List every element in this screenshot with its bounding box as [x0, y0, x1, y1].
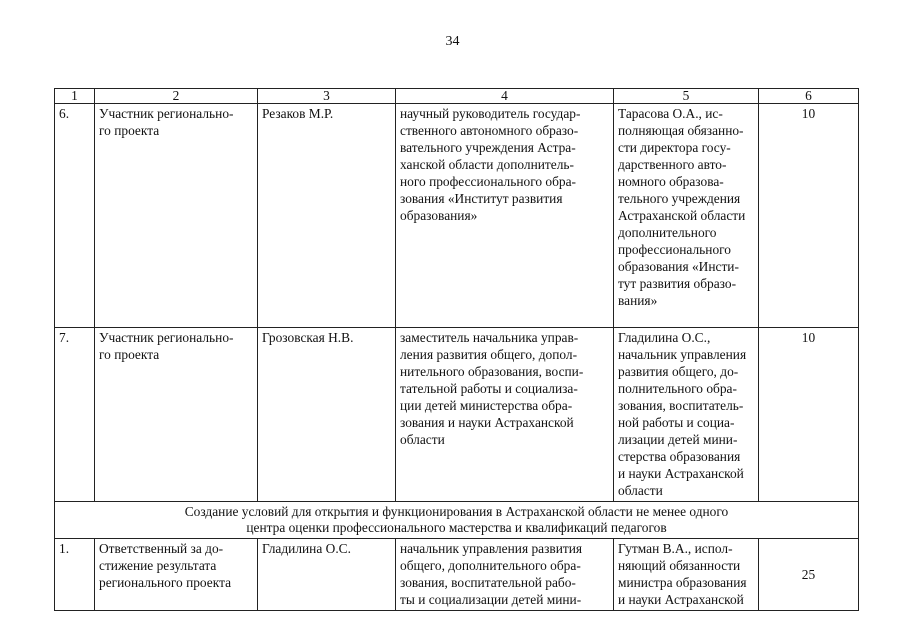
row-person-name: Грозовская Н.В.	[258, 328, 396, 502]
header-cell-3: 3	[258, 89, 396, 104]
table-header-row	[55, 89, 859, 104]
table-row	[55, 104, 859, 328]
row-number: 6.	[55, 104, 95, 328]
row-value: 25	[759, 539, 859, 611]
row-supervisor: Тарасова О.А., ис- полняющая обязанно- сти директора госу- дарственного авто- номного образова- тельного учреждения Астраханской области дополнительного профессионального образования «Инсти- тут развития образо- вания»	[614, 104, 759, 328]
section-header-row	[55, 502, 859, 539]
row-person-name: Гладилина О.С.	[258, 539, 396, 611]
row-position: заместитель начальника управ- ления развития общего, допол- нительного образования, воспи- тательной работы и социализа- ции детей министерства обра- зования и науки Астраханской области	[396, 328, 614, 502]
header-cell-4: 4	[396, 89, 614, 104]
row-value: 10	[759, 104, 859, 328]
table-row	[55, 328, 859, 502]
header-cell-5: 5	[614, 89, 759, 104]
header-cell-6: 6	[759, 89, 859, 104]
row-role: Участник регионально- го проекта	[95, 328, 258, 502]
section-title: Создание условий для открытия и функционирования в Астраханской области не менее одного центра оценки профессионального мастерства и квалификаций педагогов	[55, 502, 859, 539]
row-value: 10	[759, 328, 859, 502]
row-role: Ответственный за до- стижение результата регионального проекта	[95, 539, 258, 611]
header-cell-2: 2	[95, 89, 258, 104]
row-number: 1.	[55, 539, 95, 611]
row-person-name: Резаков М.Р.	[258, 104, 396, 328]
row-role: Участник регионально- го проекта	[95, 104, 258, 328]
header-cell-1: 1	[55, 89, 95, 104]
table-row	[55, 539, 859, 611]
row-number: 7.	[55, 328, 95, 502]
responsibility-table	[54, 88, 859, 611]
row-position: научный руководитель государ- ственного автономного образо- вательного учреждения Астра- ханской области дополнитель- ного профессионального обра- зования «Институт развития образования»	[396, 104, 614, 328]
row-supervisor: Гладилина О.С., начальник управления развития общего, до- полнительного обра- зования, воспитатель- ной работы и социа- лизации детей мини- стерства образования и науки Астраханской области	[614, 328, 759, 502]
row-position: начальник управления развития общего, дополнительного обра- зования, воспитательной рабо- ты и социализации детей мини-	[396, 539, 614, 611]
page-number: 34	[445, 34, 460, 49]
row-supervisor: Гутман В.А., испол- няющий обязанности министра образования и науки Астраханской	[614, 539, 759, 611]
